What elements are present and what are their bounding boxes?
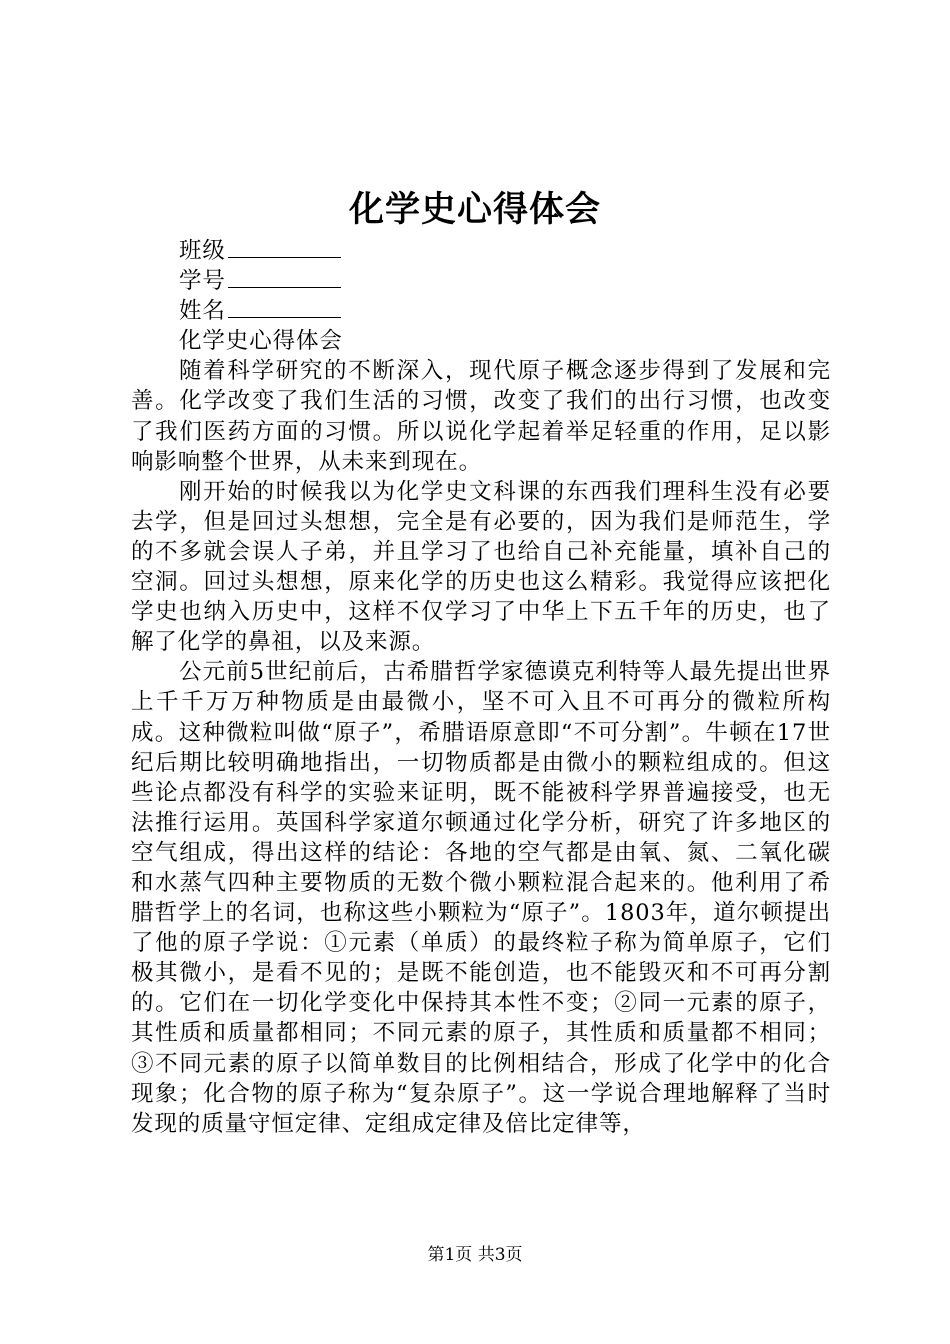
paragraph-3: 公元前5世纪前后，古希腊哲学家德谟克利特等人最先提出世界上千千万万种物质是由最微小，坚不可入且不可再分的微粒所构成。这种微粒叫做“原子”，希腊语原意即“不可分割”。牛顿在17世纪后期比较明确地指出，一切物质都是由微小的颗粒组成的。但这些论点都没有科学的实验来证明，既不能被科学界普遍接受，也无法推行运用。英国科学家道尔顿通过化学分析，研究了许多地区的空气组成，得出这样的结论：各地的空气都是由氧、氮、二氧化碳和水蒸气四种主要物质的无数个微小颗粒混合起来的。他利用了希腊哲学上的名词，也称这些小颗粒为“原子”。1803年，道尔顿提出了他的原子学说：①元素（单质）的最终粒子称为简单原子，它们极其微小，是看不见的；是既不能创造，也不能毁灭和不可再分割的。它们在一切化学变化中保持其本性不变；②同一元素的原子，其性质和质量都相同；不同元素的原子，其性质和质量都不相同；③不同元素的原子以简单数目的比例相结合，形成了化学中的化合现象；化合物的原子称为“复杂原子”。这一学说合理地解释了当时发现的质量守恒定律、定组成定律及倍比定律等，: [131, 659, 831, 1137]
class-field: [131, 236, 831, 266]
student-id-blank-line: [228, 267, 341, 288]
class-blank-line: [228, 237, 341, 258]
student-id-field: [131, 266, 831, 296]
student-id-label: 学号: [179, 268, 226, 295]
name-blank-line: [228, 297, 341, 318]
subheading: 化学史心得体会: [179, 328, 343, 355]
paragraph-1: 随着科学研究的不断深入，现代原子概念逐步得到了发展和完善。化学改变了我们生活的习惯，改变了我们的出行习惯，也改变了我们医药方面的习惯。所以说化学起着举足轻重的作用，足以影响影响整个世界，从未来到现在。: [131, 358, 831, 475]
page-footer: 第1页 共3页: [427, 1245, 523, 1265]
name-label: 姓名: [179, 298, 226, 325]
class-label: 班级: [179, 238, 226, 264]
document-title: 化学史心得体会: [348, 189, 601, 230]
document-body: [131, 236, 831, 1139]
paragraph-2: 刚开始的时候我以为化学史文科课的东西我们理科生没有必要去学，但是回过头想想，完全是有必要的，因为我们是师范生，学的不多就会误人子弟，并且学习了也给自己补充能量，填补自己的空洞。回过头想想，原来化学的历史也这么精彩。我觉得应该把化学史也纳入历史中，这样不仅学习了中华上下五千年的历史，也了解了化学的鼻祖，以及来源。: [131, 478, 831, 656]
name-field: [131, 296, 831, 326]
